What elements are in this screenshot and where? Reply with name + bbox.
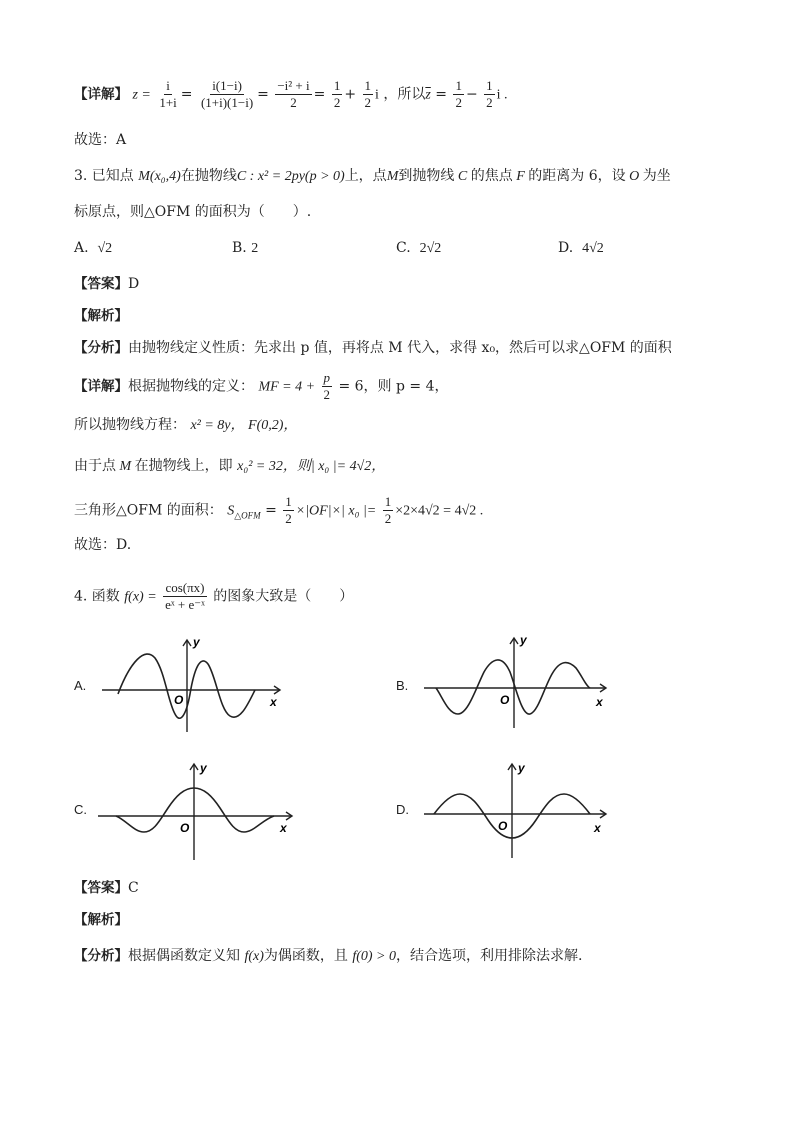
q3-option-d[interactable]: D. 4√2 <box>558 240 604 256</box>
p2-frac-1: $\frac{i}{1+i}$ <box>159 78 177 110</box>
q3-option-a[interactable]: A. √2 <box>74 240 113 256</box>
q4-fenxi-fx: f(x) <box>244 949 264 964</box>
q3-fenxi-line <box>74 338 672 358</box>
q3-stem-line2: 标原点，则△OFM 的面积为（ ）. <box>74 204 312 220</box>
origin-label: O <box>500 693 510 707</box>
q3-point-m: M(x₀,4) <box>138 169 181 184</box>
q4-fx: f(x) = <box>124 589 157 605</box>
q4-graph-a[interactable] <box>90 632 300 737</box>
p2-frac-2: $\frac{i(1-i)}{(1+i)(1-i)}$ <box>200 78 254 110</box>
q3-text-e: 的焦点 <box>470 168 513 184</box>
curve-b <box>436 660 590 714</box>
q3-detail-expr: MF = 4 + <box>258 379 316 395</box>
q3-text-d: 到抛物线 <box>398 168 455 184</box>
q3-answer-line <box>74 274 139 294</box>
q3-option-b[interactable]: B. 2 <box>232 240 259 256</box>
q4-option-b-label[interactable]: B. <box>396 678 409 693</box>
q4-text-a: 4. 函数 <box>74 588 120 605</box>
answer-tag: 【答案】 <box>74 276 128 292</box>
p2-frac-7: $\frac{1}{2}$ <box>486 78 493 110</box>
q3-frac-half-2: $\frac{1}{2}$ <box>384 494 392 526</box>
fenxi-tag: 【分析】 <box>74 948 128 964</box>
p2-frac-3: $\frac{\text{−i² + i}}{2}$ <box>277 78 310 110</box>
answer-tag: 【答案】 <box>74 880 128 896</box>
q3-l4-b: 在抛物线上，即 <box>134 458 233 474</box>
q3-l3-text: 所以抛物线方程： <box>74 417 186 433</box>
q4-fenxi-c: ，结合选项，利用排除法求解. <box>396 948 583 964</box>
q3-l4-expr: x₀² = 32，则| x₀ |= 4√2， <box>237 459 386 474</box>
q4-option-c-label[interactable]: C. <box>74 802 87 817</box>
q3-detail-line <box>74 370 449 403</box>
p2-frac-4: $\frac{1}{2}$ <box>333 78 341 110</box>
x-label: x <box>280 821 287 835</box>
q4-graph-c[interactable] <box>96 758 302 864</box>
q4-frac: $\frac{\cos(\pi x)}{\text{eˣ + e⁻ˣ}}$ <box>165 580 205 612</box>
x-label: x <box>594 821 601 835</box>
q3-text-b: 在抛物线 <box>180 168 237 184</box>
analysis-tag: 【解析】 <box>74 912 128 928</box>
q4-answer-line <box>74 878 139 898</box>
q3-l4-a: 由于点 <box>74 458 116 474</box>
q3-l3-expr: x² = 8y， F(0,2)， <box>190 418 298 433</box>
q4-graph-d[interactable] <box>420 758 620 864</box>
q4-stem <box>74 580 353 613</box>
q4-analysis-line <box>74 910 128 930</box>
detail-tag: 【详解】 <box>74 378 128 395</box>
q3-text-f: 的距离为 6，设 <box>528 168 626 184</box>
p2-frac-6: $\frac{1}{2}$ <box>455 78 462 110</box>
detail-tag: 【详解】 <box>74 86 128 103</box>
q3-options <box>74 238 714 260</box>
q4-fenxi-b: 为偶函数，且 <box>263 948 348 964</box>
p2-suffix: ，所以 <box>383 86 426 103</box>
curve-c <box>116 788 274 832</box>
q3-frac-half-1: $\frac{1}{2}$ <box>285 494 292 526</box>
q4-option-d-label[interactable]: D. <box>396 802 409 817</box>
p2-choice: 故选：A <box>74 132 127 148</box>
origin-label: O <box>174 693 184 707</box>
x-label: x <box>270 695 277 709</box>
q4-fenxi-a: 根据偶函数定义知 <box>128 948 240 964</box>
q3-detail-text: 根据抛物线的定义： <box>128 378 254 395</box>
q3-detail-b: = 6，则 p = 4， <box>338 378 449 395</box>
q4-graph-b[interactable] <box>418 632 618 732</box>
p2-zbar: $\overline{z}$ <box>425 87 431 103</box>
q3-line5 <box>74 494 483 527</box>
q4-answer: C <box>128 880 139 896</box>
q4-fenxi-line <box>74 946 582 967</box>
q3-stem-line1: 3. 已知点 M(x₀,4)在抛物线C : x² = 2py(p > 0)上，点M到抛物线 C 的焦点 F 的距离为 6，设 O 为坐 <box>74 168 671 184</box>
q3-text-c: 上，点 <box>344 168 387 184</box>
origin-label: O <box>498 819 508 833</box>
p2-detail-line: 【详解】 z = $\frac{i}{1+i}$ = $\frac{i(1-i)}{(1+i)(1-i)}$ = $\frac{\text{−i² + i}}{2}$ = $\frac{1}{2}$ + $\frac{1}{2}$ i ，所以$\overline{z}$ = $\frac{1}{2}$ − $\frac{1}{2}$ i . <box>74 78 508 110</box>
q3-choice: 故选：D. <box>74 537 132 553</box>
q3-option-c[interactable]: C. 2√2 <box>396 240 442 256</box>
q3-parabola: C : x² = 2py(p > 0) <box>236 169 345 184</box>
q4-fenxi-f0: f(0) > 0 <box>352 949 397 964</box>
y-label: y <box>520 633 527 647</box>
q3-l5-mid: ×|OF|×| x₀ |= <box>295 503 377 519</box>
q3-fenxi-text: 由抛物线定义性质：先求出 p 值，再将点 M 代入，求得 x₀，然后可以求△OFM 的面积 <box>128 340 672 356</box>
y-label: y <box>193 635 200 649</box>
q3-l5-a: 三角形△OFM 的面积： <box>74 502 223 519</box>
q3-line3 <box>74 415 297 436</box>
analysis-tag: 【解析】 <box>74 308 128 324</box>
q3-analysis-line <box>74 306 128 326</box>
fenxi-tag: 【分析】 <box>74 340 128 356</box>
p2-expr-prefix: z = <box>132 87 151 103</box>
x-label: x <box>596 695 603 709</box>
p2-end: i . <box>496 87 508 103</box>
origin-label: O <box>180 821 190 835</box>
q4-text-b: 的图象大致是（ ） <box>213 588 354 605</box>
q3-answer: D <box>128 276 140 292</box>
q3-frac-p2: $\frac{p}{2}$ <box>323 370 331 402</box>
q3-l5-end: ×2×4√2 = 4√2 . <box>395 503 484 519</box>
q3-area-s: S <box>227 503 235 519</box>
q3-text-a: 3. 已知点 <box>74 168 134 184</box>
y-label: y <box>200 761 207 775</box>
q3-text-g: 为坐 <box>642 168 671 184</box>
q4-option-a-label[interactable]: A. <box>74 678 87 693</box>
q3-area-sub: △OFM <box>234 510 261 521</box>
q3-line4: 由于点 M 在抛物线上，即 x₀² = 32，则| x₀ |= 4√2， <box>74 458 386 474</box>
q3-eq: = <box>265 502 277 519</box>
p2-frac-5: $\frac{1}{2}$ <box>364 78 372 110</box>
y-label: y <box>518 761 525 775</box>
